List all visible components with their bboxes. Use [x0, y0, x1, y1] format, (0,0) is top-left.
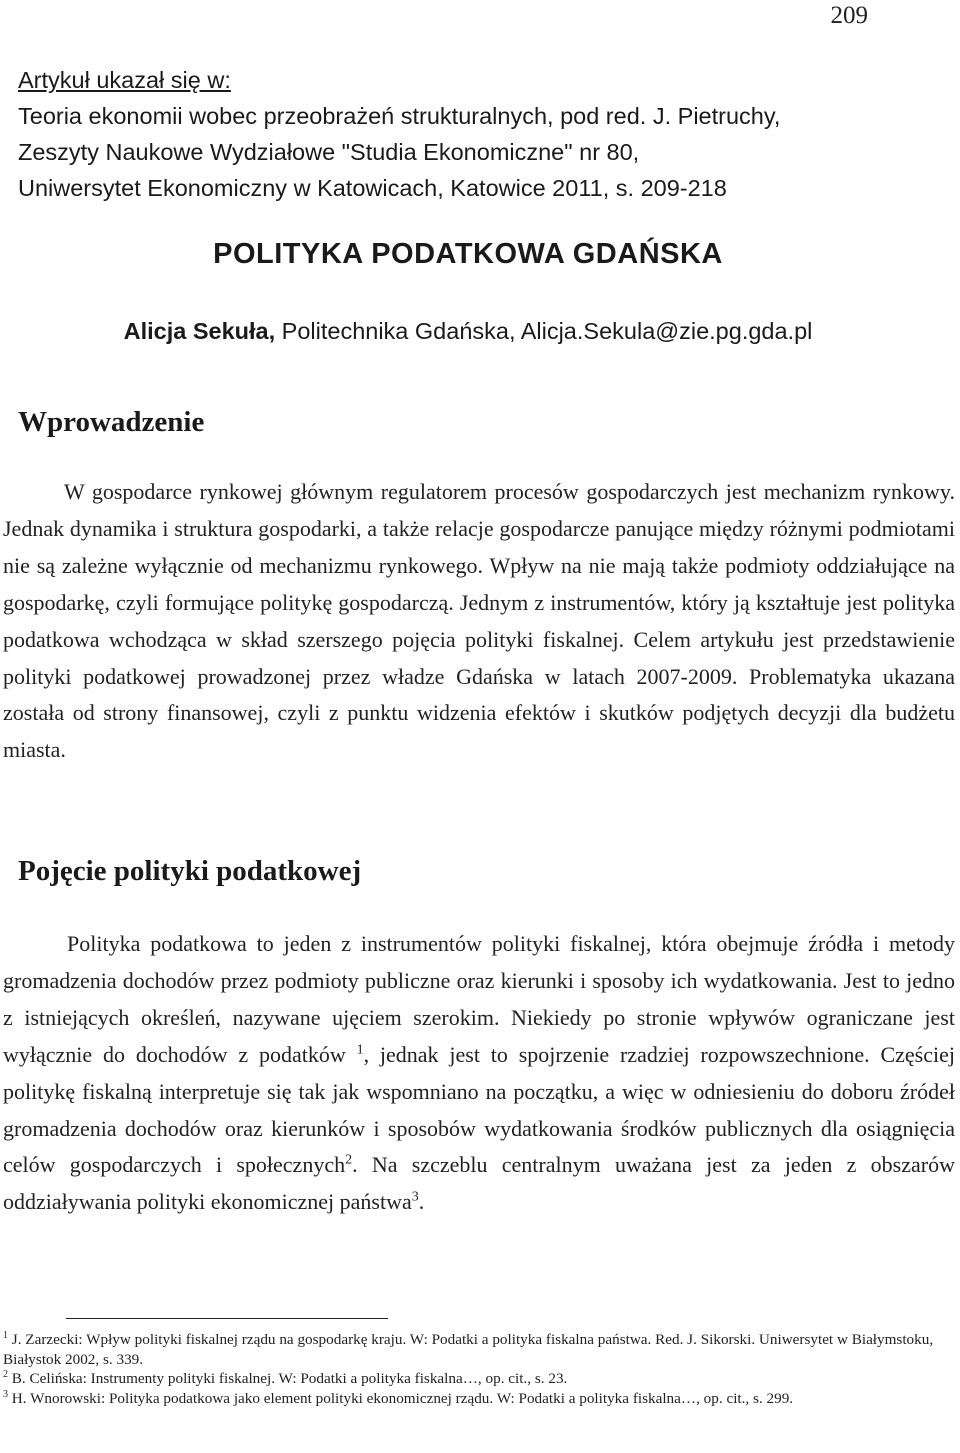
- footnote-3: [3, 1389, 943, 1409]
- footnote-ref-3[interactable]: 3: [411, 1190, 419, 1206]
- introduction-paragraph: [3, 474, 955, 769]
- footnote-text: B. Celińska: Instrumenty polityki fiskalnej. W: Podatki a polityka fiskalna…, op. cit., s. 23.: [11, 1370, 568, 1387]
- footnote-1: [3, 1330, 943, 1369]
- concept-paragraph: [3, 926, 955, 1221]
- paper-title: POLITYKA PODATKOWA GDAŃSKA: [213, 238, 723, 270]
- footnote-ref-2[interactable]: 2: [345, 1153, 353, 1169]
- publication-line-1: Teoria ekonomii wobec przeobrażeń strukturalnych, pod red. J. Pietruchy,: [18, 103, 781, 129]
- author-line: [0, 318, 936, 345]
- footnote-ref-1[interactable]: 1: [356, 1042, 364, 1058]
- footnote-separator: [66, 1318, 388, 1319]
- publication-line-2: Zeszyty Naukowe Wydziałowe "Studia Ekonomiczne" nr 80,: [18, 139, 640, 165]
- footnote-number: 1: [3, 1329, 8, 1341]
- page-number: 209: [830, 2, 868, 29]
- publication-note: [18, 62, 918, 206]
- author-affiliation: Politechnika Gdańska, Alicja.Sekula@zie.pg.gda.pl: [281, 318, 813, 344]
- concept-text-part-1: Polityka podatkowa to jeden z instrumentów polityki fiskalnej, która obejmuje źródła i metody gromadzenia dochodów przez podmioty publiczne oraz kierunki i sposoby ich wydatkowania. Jest to jedno z istniejących określeń, nazywane ujęciem szerokim. Niekiedy po stronie wpływów ograniczane jest wyłącznie do dochodów z podatków: [3, 931, 955, 1067]
- publication-line-3: Uniwersytet Ekonomiczny w Katowicach, Katowice 2011, s. 209-218: [18, 175, 727, 201]
- footnote-2: [3, 1369, 943, 1389]
- footnote-text: H. Wnorowski: Polityka podatkowa jako element polityki ekonomicznej rządu. W: Podatki a polityka fiskalna…, op. cit., s. 299.: [11, 1389, 794, 1407]
- introduction-text: W gospodarce rynkowej głównym regulatorem procesów gospodarczych jest mechanizm rynkowy. Jednak dynamika i struktura gospodarki, a także relacje gospodarcze panujące między różnymi podmiotami nie są zależne wyłącznie od mechanizmu rynkowego. Wpływ na nie mają także podmioty oddziałujące na gospodarkę, czyli formujące politykę gospodarczą. Jednym z instrumentów, który ją kształtuje jest polityka podatkowa wchodząca w skład szerszego pojęcia polityki fiskalnej. Celem artykułu jest przedstawienie polityki podatkowej prowadzonej przez władze Gdańska w latach 2007-2009. Problematyka ukazana została od strony finansowej, czyli z punktu widzenia efektów i skutków podjętych decyzji dla budżetu miasta.: [3, 479, 955, 763]
- concept-text-part-4: .: [418, 1189, 425, 1215]
- footnotes: [3, 1330, 943, 1408]
- publication-intro: Artykuł ukazał się w:: [18, 67, 231, 93]
- section-heading-introduction: Wprowadzenie: [18, 406, 205, 438]
- concept-text-part-3: . Na szczeblu centralnym uważana jest za jeden z obszarów oddziaływania polityki ekonomicznej państwa: [3, 1152, 955, 1215]
- section-heading-tax-policy-concept: Pojęcie polityki podatkowej: [18, 855, 362, 887]
- footnote-number: 2: [3, 1368, 8, 1380]
- footnote-text: J. Zarzecki: Wpływ polityki fiskalnej rządu na gospodarkę kraju. W: Podatki a polityka fiskalna państwa. Red. J. Sikorski. Uniwersytet w Białymstoku, Białystok 2002, s. 339.: [3, 1331, 934, 1368]
- author-name: Alicja Sekuła,: [123, 318, 276, 344]
- footnote-number: 3: [3, 1388, 8, 1400]
- concept-text-part-2: , jednak jest to spojrzenie rzadziej rozpowszechnione. Częściej politykę fiskalną interpretuje się tak jak wspomniano na początku, a więc w odniesieniu do doboru źródeł gromadzenia dochodów oraz kierunków i sposobów wydatkowania środków publicznych dla osiągnięcia celów gospodarczych i społecznych: [3, 1041, 955, 1178]
